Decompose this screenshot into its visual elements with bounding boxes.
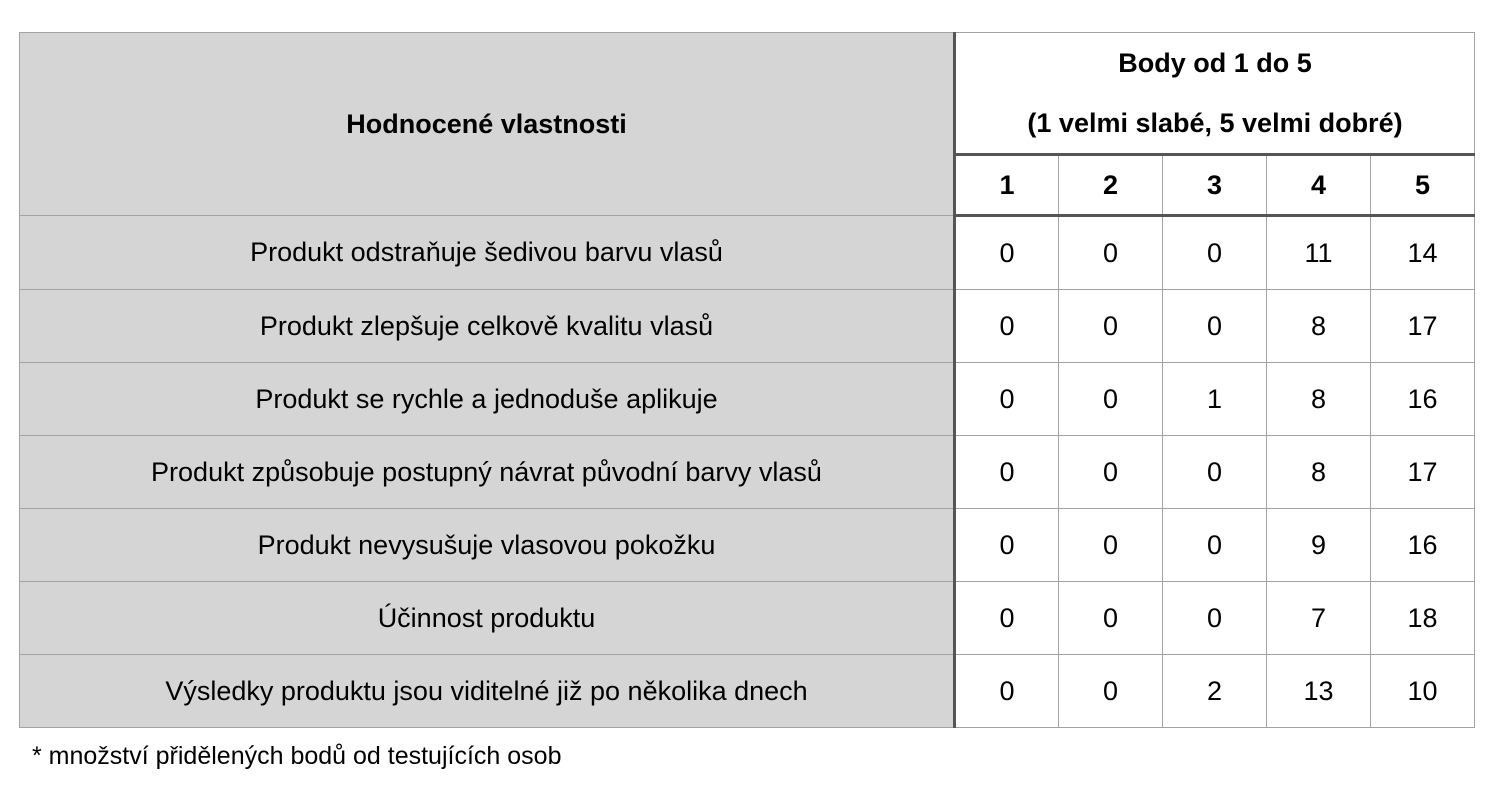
score-cell: 0 xyxy=(955,290,1059,363)
score-cell: 16 xyxy=(1371,363,1475,436)
property-cell: Produkt nevysušuje vlasovou pokožku xyxy=(20,509,955,582)
score-column-header-2: 2 xyxy=(1059,155,1163,216)
score-group-title: Body od 1 do 5 xyxy=(1118,48,1312,78)
score-column-header-5: 5 xyxy=(1371,155,1475,216)
property-cell: Produkt se rychle a jednoduše aplikuje xyxy=(20,363,955,436)
score-cell: 0 xyxy=(1059,290,1163,363)
score-column-header-1: 1 xyxy=(955,155,1059,216)
score-cell: 9 xyxy=(1267,509,1371,582)
table-row xyxy=(20,436,1475,509)
score-cell: 13 xyxy=(1267,655,1371,728)
score-cell: 0 xyxy=(1163,509,1267,582)
score-cell: 0 xyxy=(955,436,1059,509)
table-row xyxy=(20,582,1475,655)
score-cell: 0 xyxy=(1059,655,1163,728)
property-cell: Výsledky produktu jsou viditelné již po několika dnech xyxy=(20,655,955,728)
score-cell: 0 xyxy=(955,655,1059,728)
score-cell: 0 xyxy=(955,216,1059,290)
score-cell: 0 xyxy=(955,582,1059,655)
footnote: * množství přidělených bodů od testujících osob xyxy=(32,742,562,770)
score-cell: 2 xyxy=(1163,655,1267,728)
property-cell: Účinnost produktu xyxy=(20,582,955,655)
score-cell: 8 xyxy=(1267,436,1371,509)
score-cell: 0 xyxy=(1059,436,1163,509)
score-group-header xyxy=(955,33,1475,155)
table-row xyxy=(20,290,1475,363)
score-cell: 0 xyxy=(1059,582,1163,655)
score-cell: 1 xyxy=(1163,363,1267,436)
score-cell: 0 xyxy=(1163,216,1267,290)
score-cell: 17 xyxy=(1371,290,1475,363)
score-cell: 0 xyxy=(955,363,1059,436)
score-cell: 0 xyxy=(1163,436,1267,509)
score-cell: 0 xyxy=(1059,216,1163,290)
property-cell: Produkt zlepšuje celkově kvalitu vlasů xyxy=(20,290,955,363)
table-row xyxy=(20,363,1475,436)
score-column-header-3: 3 xyxy=(1163,155,1267,216)
score-cell: 0 xyxy=(1059,509,1163,582)
table-row xyxy=(20,655,1475,728)
score-cell: 7 xyxy=(1267,582,1371,655)
property-cell: Produkt odstraňuje šedivou barvu vlasů xyxy=(20,216,955,290)
property-cell: Produkt způsobuje postupný návrat původní barvy vlasů xyxy=(20,436,955,509)
property-column-header: Hodnocené vlastnosti xyxy=(20,33,955,216)
rating-table xyxy=(19,32,1475,728)
score-cell: 18 xyxy=(1371,582,1475,655)
score-cell: 0 xyxy=(1163,582,1267,655)
score-cell: 8 xyxy=(1267,363,1371,436)
score-cell: 0 xyxy=(1059,363,1163,436)
score-cell: 17 xyxy=(1371,436,1475,509)
score-cell: 11 xyxy=(1267,216,1371,290)
score-cell: 0 xyxy=(1163,290,1267,363)
score-group-subtitle: (1 velmi slabé, 5 velmi dobré) xyxy=(1027,108,1403,138)
score-cell: 14 xyxy=(1371,216,1475,290)
header-row-group xyxy=(20,33,1475,155)
score-cell: 10 xyxy=(1371,655,1475,728)
score-cell: 0 xyxy=(955,509,1059,582)
score-column-header-4: 4 xyxy=(1267,155,1371,216)
score-cell: 16 xyxy=(1371,509,1475,582)
table-row xyxy=(20,509,1475,582)
score-cell: 8 xyxy=(1267,290,1371,363)
table-row xyxy=(20,216,1475,290)
